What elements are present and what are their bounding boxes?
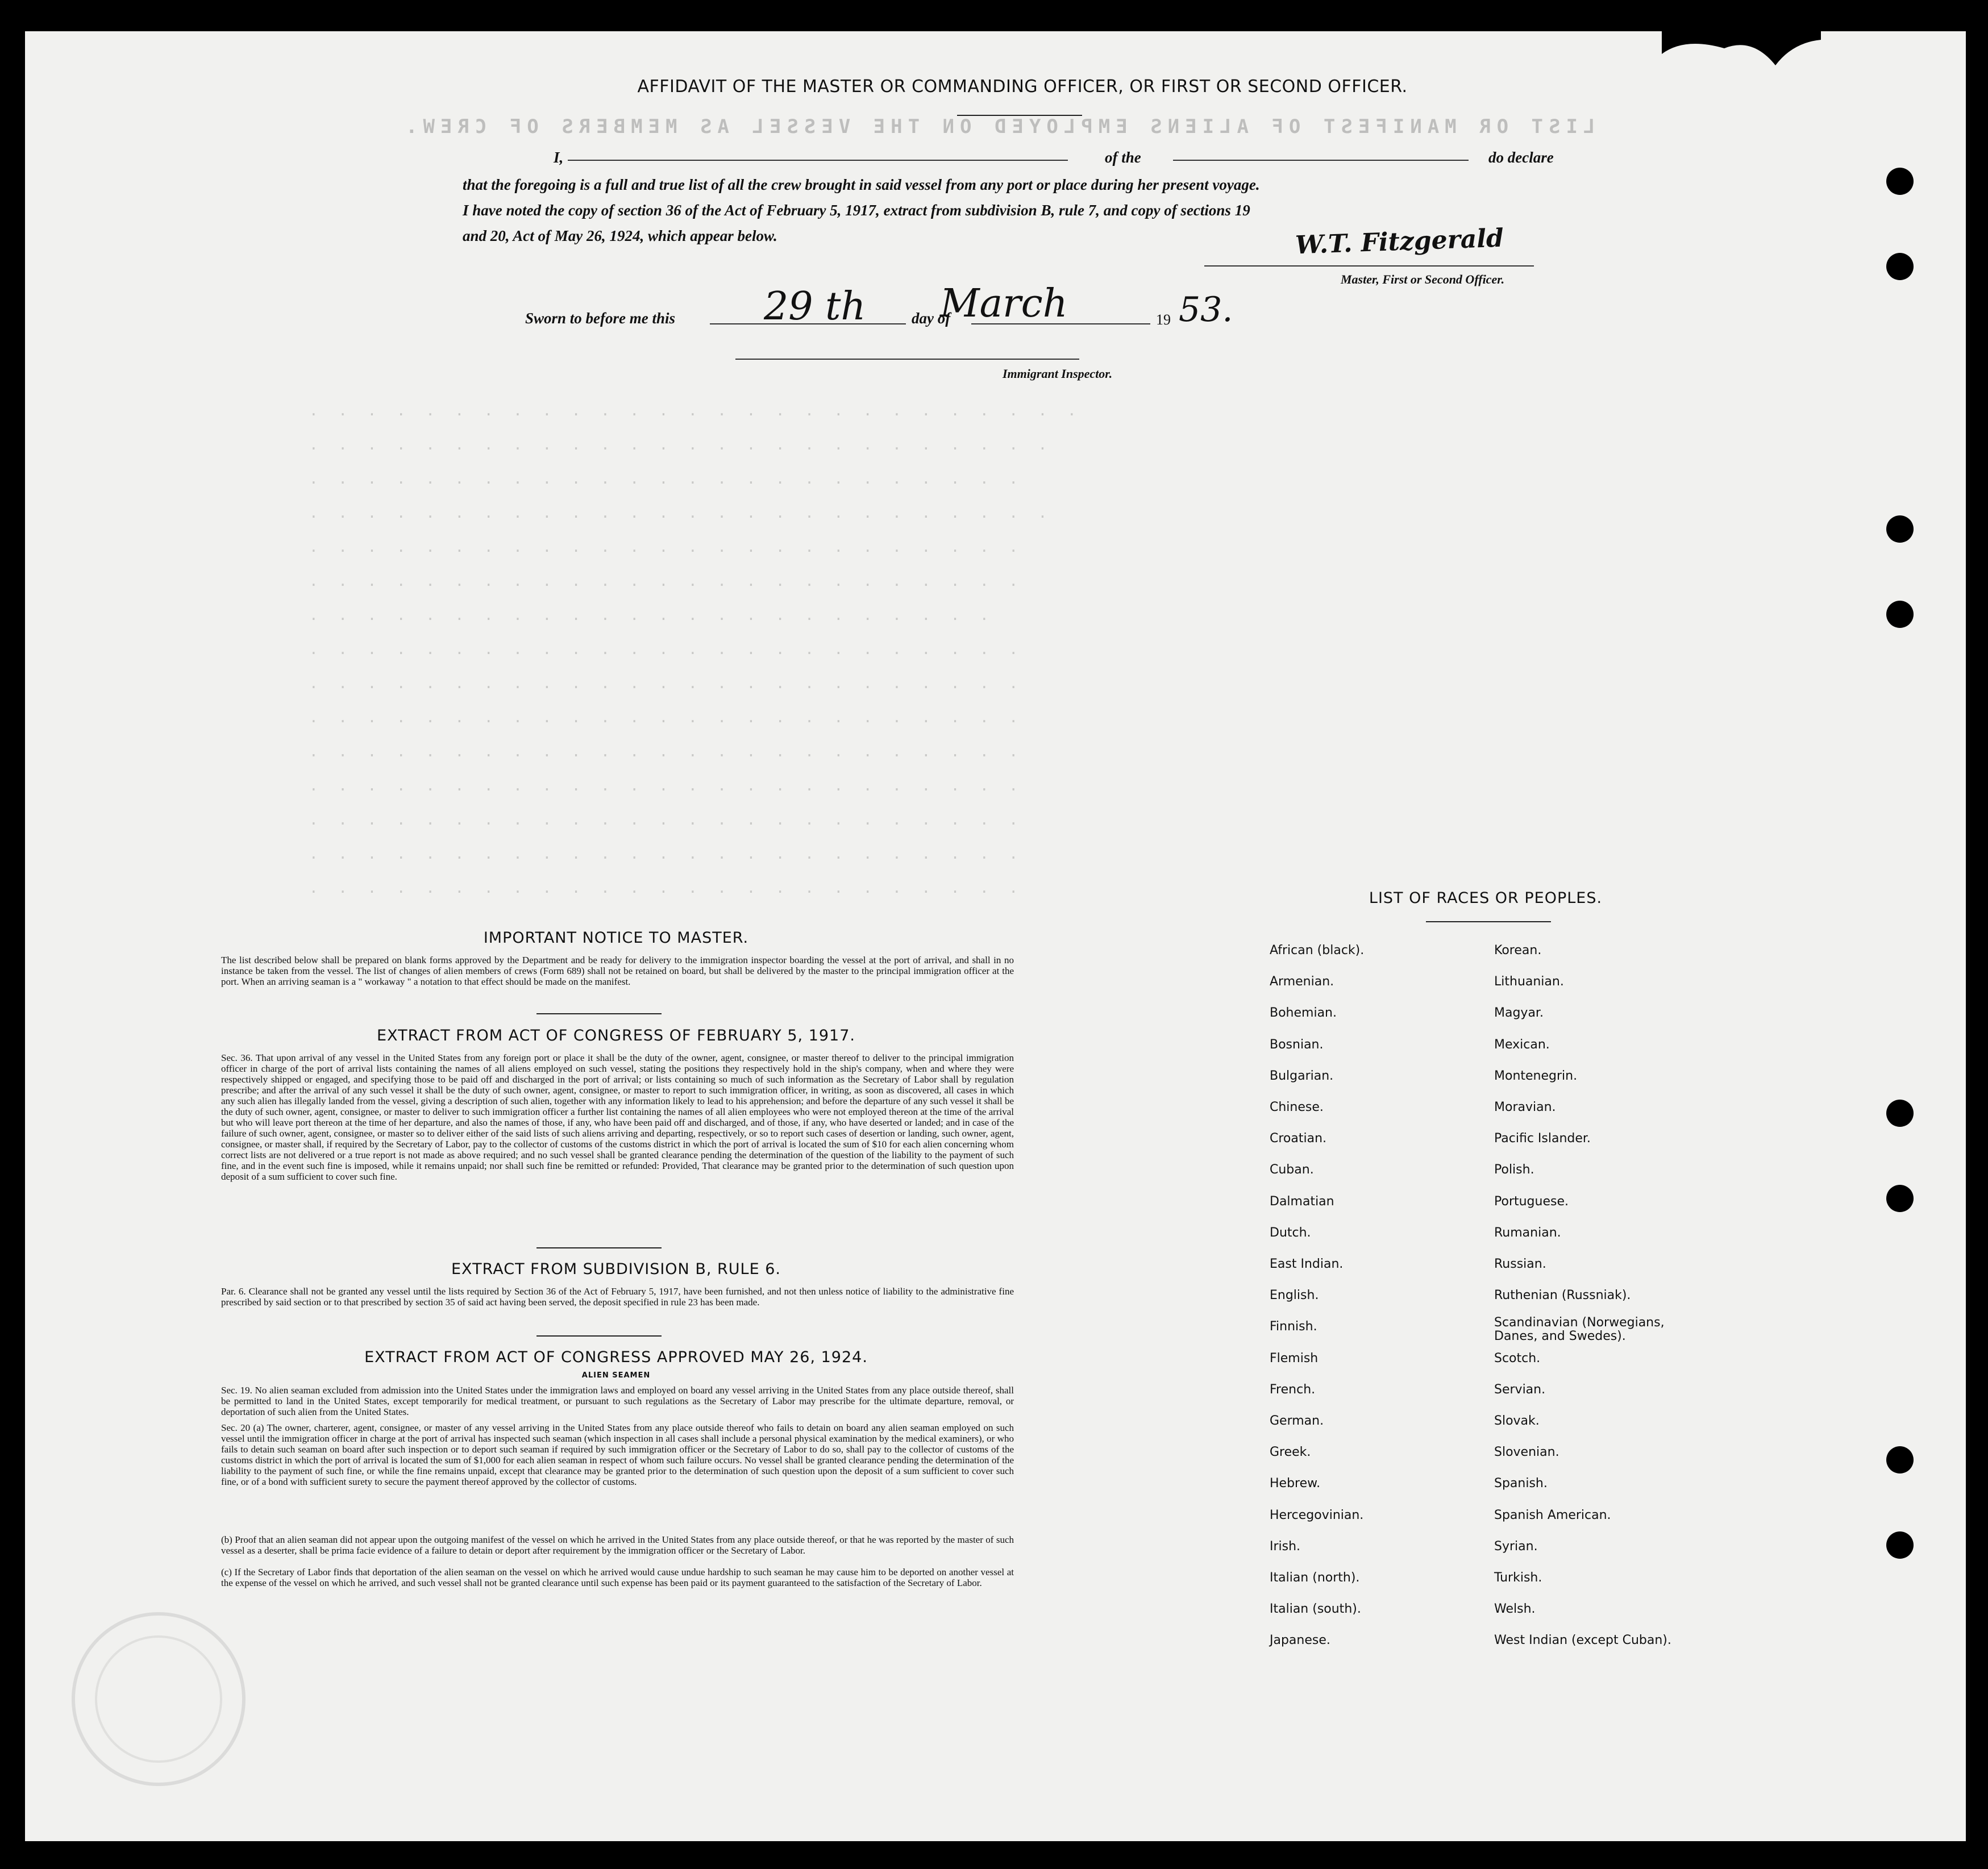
race-item: Japanese. (1270, 1633, 1330, 1648)
extract-rule6-body: Par. 6. Clearance shall not be granted any vessel until the lists required by Section 36 of the Act of February 5, 1917, have been furnished, and not then unless notice of liability to the administrative fine prescribed by said section or to that prescribed by section 35 of said act having been served, the deposit specified in rule 23 has been made. (221, 1286, 1014, 1308)
affidavit-line-1: that the foregoing is a full and true list of all the crew brought in said vessel from any port or place during her present voyage. (463, 176, 1260, 193)
race-item: Italian (north). (1270, 1571, 1360, 1585)
sworn-month: March (940, 281, 1068, 326)
affidavit-do-declare: do declare (1488, 149, 1554, 166)
name-blank-line (568, 160, 1068, 161)
race-item: Welsh. (1494, 1602, 1536, 1617)
extract-1924-sec19: Sec. 19. No alien seaman excluded from admission into the United States under the immigration laws and employed on board any vessel arriving in the United States from any place outside thereof, shall be permitted to land in the United States, except temporarily for medical treatment, or pursuant to such regulations as the Secretary of Labor may prescribe for the ultimate departure, removal, or deportation of such alien from the United States. (221, 1385, 1014, 1417)
sworn-prefix: Sworn to before me this (525, 310, 676, 327)
race-item: English. (1270, 1288, 1319, 1303)
notice-title: IMPORTANT NOTICE TO MASTER. (483, 929, 749, 947)
race-item: Italian (south). (1270, 1602, 1361, 1617)
race-item: West Indian (except Cuban). (1494, 1633, 1671, 1648)
race-item: Servian. (1494, 1382, 1546, 1397)
race-item: Spanish American. (1494, 1508, 1611, 1522)
race-item: Dutch. (1270, 1225, 1311, 1240)
vessel-blank-line (1173, 160, 1469, 161)
embossed-seal (65, 1605, 252, 1793)
race-item: Turkish. (1494, 1571, 1542, 1585)
affidavit-i-label: I, (554, 149, 564, 166)
race-item: Slovenian. (1494, 1445, 1559, 1460)
race-item: Greek. (1270, 1445, 1311, 1460)
races-title: LIST OF RACES OR PEOPLES. (1369, 889, 1603, 907)
race-item: Cuban. (1270, 1163, 1314, 1177)
extract-1917-body: Sec. 36. That upon arrival of any vessel in the United States from any foreign port or place it shall be the duty of the owner, agent, consignee, or master thereof to deliver to the principal immigration officer in charge of the port of arrival lists containing the names of all aliens employed on such vessel, stating the positions they respectively hold in the ship's company, when and where they were respectively shipped or engaged, and specifying those to be paid off and discharged in the port of arrival; or lists containing so much of such information as the Secretary of Labor shall by regulation prescribe; and after the arrival of any such vessel it shall be the duty of such owner, agent, consignee, or master to report to such immigration officer, in writing, as soon as discovered, all cases in which any such alien has illegally landed from the vessel, giving a description of such alien, together with any information likely to lead to his apprehension; and before the departure of any such vessel it shall be the duty of such owner, agent, consignee, or master to deliver to such immigration officer a further list containing the names of all alien employees who were not employed thereon at the time of the arrival but who will leave port thereon at the time of her departure, and also the names of those, if any, who have been paid off and discharged, and of those, if any, who have deserted or landed; and in case of the failure of such owner, agent, consignee, or master so to deliver either of the said lists of such aliens arriving and departing, respectively, or so to report such cases of desertion or landing, such owner, agent, consignee, or master shall, if required by the Secretary of Labor, pay to the collector of customs of the customs district in which the port of arrival is located the sum of $10 for each alien concerning whom correct lists are not delivered or a true report is not made as above required; and no such vessel shall be granted clearance pending the determination of the question of the liability to the payment of such fine, and in the event such fine is imposed, while it remains unpaid; nor shall such fine be remitted or refunded: Provided, That clearance may be granted prior to the determination of such question upon deposit of a sum sufficient to cover such fine. (221, 1052, 1014, 1182)
race-item: Syrian. (1494, 1539, 1538, 1554)
race-item: Russian. (1494, 1257, 1546, 1271)
affidavit-line-2: I have noted the copy of section 36 of the Act of February 5, 1917, extract from subdivision B, rule 7, and copy of sections 19 (463, 202, 1250, 219)
master-signature-line (1204, 265, 1534, 267)
notice-body: The list described below shall be prepared on blank forms approved by the Department and be ready for delivery to the immigration inspector boarding the vessel at the port of arrival, and shall in no instance be taken from the vessel. The list of changes of alien members of crews (Form 689) shall not be retained on board, but shall be delivered by the master to the principal immigration officer at the port. When an arriving seaman is a " workaway " a notation to that effect should be made on the manifest. (221, 955, 1014, 987)
race-item: Rumanian. (1494, 1225, 1561, 1240)
race-item: Spanish. (1494, 1476, 1548, 1491)
extract-1917-rule (536, 1247, 662, 1248)
race-item: Pacific Islander. (1494, 1131, 1591, 1146)
inspector-signature-line (735, 359, 1079, 360)
affidavit-of-the: of the (1105, 149, 1141, 166)
race-item: Irish. (1270, 1539, 1301, 1554)
race-item: Chinese. (1270, 1100, 1324, 1114)
extract-1924-sec20b: (b) Proof that an alien seaman did not appear upon the outgoing manifest of the vessel on which he arrived in the United States from any place outside thereof, or that he was reported by the master of such vessel as a deserter, shall be prima facie evidence of a failure to detain or deport after requirement by the immigration officer or the Secretary of Labor. (221, 1534, 1014, 1556)
races-rule (1426, 921, 1551, 922)
race-item: East Indian. (1270, 1257, 1344, 1271)
document-page: LIST OR MANIFEST OF ALIENS EMPLOYED ON THE VESSEL AS MEMBERS OF CREW. · · · · · · · · · · · · · · · · · · · · · · · · · · · · · · · · · · · · · · · · · · · · · · · · · · · · · · · · · · · · · · · · · · · · · · · · · · · · · · · · · · · · · · · · · · · · · · · · · · · · · · · · · · · · · · · · · · · · · · · · · · · · · · · · · · · · · · · · · · · · · · · · · · · · · · · · · · · · · · · · · · · · · · · · · · · · · · · · · · · · · · · · · · · · · · · · · · · · · · · · · · · · · · · · · · · · · · · · · · · · · · · · · · · · · · · · · · · · · · · · · · · · · · · · · · · · · · · · · · · · · · · · · · · · · · · · · · · · · · · · · · · · · · · · · · · · · · · · · · · · · · · · · · · · · · · · · · · · · · · · · · · · · · · · · · · · · · · · · · · · · · · · · · · · · · · · · · · · · · · · · · · · · · · · · · · · · · · · · · AFFIDAVIT OF THE MASTER OR COMMANDING OFFICER, OR FIRST OR SECOND OFFICER. I, of the do declare that the foregoing is a full and true list of all the crew brought in said vessel from any port or place during her present voyage. I have noted the copy of section 36 of the Act of February 5, 1917, extract from subdivision B, rule 7, and copy of sections 19 and 20, Act of May 26, 1924, which appear below. W.T. Fitzgerald Master, First or Second Officer. Sworn to before me this 29 th day of March 19 53. Immigrant Inspector. IMPORTANT NOTICE TO MASTER. The list described below shall be prepared on blank forms approved by the Department and be ready for delivery to the immigration inspector boarding the vessel at the port of arrival, and shall in no instance be taken from the vessel. The list of changes of alien members of crews (Form 689) shall not be retained on board, but shall be delivered by the master to the principal immigration officer at the port. When an arriving seaman is a " workaway " a notation to that effect should be made on the manifest. EXTRACT FROM ACT OF CONGRESS OF FEBRUARY 5, 1917. Sec. 36. That upon arrival of any vessel in the United States from any foreign port or place it shall be the duty of the owner, agent, consignee, or master thereof to deliver to the principal immigration officer in charge of the port of arrival lists containing the names of all aliens employed on such vessel, stating the positions they respectively hold in the ship's company, when and where they were respectively shipped or engaged, and specifying those to be paid off and discharged in the port of arrival; or lists containing so much of such information as the Secretary of Labor shall by regulation prescribe; and after the arrival of any such vessel it shall be the duty of such owner, agent, consignee, or master to report to such immigration officer, in writing, as soon as discovered, all cases in which any such alien has illegally landed from the vessel, giving a description of such alien, together with any information likely to lead to his apprehension; and before the departure of any such vessel it shall be the duty of such owner, agent, consignee, or master to deliver to such immigration officer a further list containing the names of all alien employees who were not employed thereon at the time of the arrival but who will leave port thereon at the time of her departure, and also the names of those, if any, who have been paid off and discharged, and of those, if any, who have deserted or landed; and in case of the failure of such owner, agent, consignee, or master so to deliver either of the said lists of such aliens arriving and departing, respectively, or so to report such cases of desertion or landing, such owner, agent, consignee, or master shall, if required by the Secretary of Labor, pay to the collector of customs of the customs district in which the port of arrival is located the sum of $10 for each alien concerning whom correct lists are not delivered or a true report is not made as above required; and no such vessel shall be granted clearance pending the determination of the question of the liability to the payment of such fine, and in the event such fine is imposed, while it remains unpaid; nor shall such fine be remitted or refunded: Provided, That clearance may be granted prior to the determination of such question upon deposit of a sum sufficient to cover such fine. EXTRACT FROM SUBDIVISION B, RULE 6. Par. 6. Clearance shall not be granted any vessel until the lists required by Section 36 of the Act of February 5, 1917, have been furnished, and not then unless notice of liability to the administrative fine prescribed by said section or to that prescribed by section 35 of said act having been served, the deposit specified in rule 23 has been made. EXTRACT FROM ACT OF CONGRESS APPROVED MAY 26, 1924. ALIEN SEAMEN Sec. 19. No alien seaman excluded from admission into the United States under the immigration laws and employed on board any vessel arriving in the United States from any place outside thereof, shall be permitted to land in the United States, except temporarily for medical treatment, or pursuant to such regulations as the Secretary of Labor may prescribe for the ultimate departure, removal, or deportation of such alien from the United States. Sec. 20 (a) The owner, charterer, agent, consignee, or master of any vessel arriving in the United States from any place outside thereof who fails to detain on board any alien seaman employed on such vessel until the immigration officer in charge at the port of arrival has inspected such seaman (which inspection in all cases shall include a personal physical examination by the medical examiners), or who fails to detain such seaman on board after such inspection or to deport such seaman if required by such immigration officer or the Secretary of Labor to do so, shall pay to the collector of customs of the customs district in which the port of arrival is located the sum of $1,000 for each alien seaman in respect of whom such failure occurs. No vessel shall be granted clearance pending the determination of the liability to the payment of such fine, or while the fine remains unpaid, except that clearance may be granted prior to the determination of such question upon the deposit of a sum sufficient to cover such fine, or of a bond with sufficient surety to secure the payment thereof approved by the collector of customs. (b) Proof that an alien seaman did not appear upon the outgoing manifest of the vessel on which he arrived in the United States from any place outside thereof, or that he was reported by the master of such vessel as a deserter, shall be prima facie evidence of a failure to detain or deport after requirement by the immigration officer or the Secretary of Labor. (c) If the Secretary of Labor finds that deportation of the alien seaman on the vessel on which he arrived would cause undue hardship to such seaman he may cause him to be deported on another vessel at the expense of the vessel on which he arrived, and such vessel shall not be granted clearance until such expense has been paid or its payment guaranteed to the satisfaction of the Secretary of Labor. LIST OF RACES OR PEOPLES. African (black). Armenian. Bohemian. Bosnian. Bulgarian. Chinese. Croatian. Cuban. Dalmatian Dutch. East Indian. English. Finnish. Flemish French. German. Greek. Hebrew. Hercegovinian. Irish. Italian (north). Italian (south). Japanese. Korean. Lithuanian. Magyar. Mexican. Montenegrin. Moravian. Pacific Islander. Polish. Portuguese. Rumanian. Russian. Ruthenian (Russniak). Scandinavian (Norwegians, Danes, and Swedes). Scotch. Servian. Slovak. Slovenian. Spanish. Spanish American. Syrian. Turkish. Welsh. West Indian (except Cuban). (25, 31, 1966, 1841)
master-caption: Master, First or Second Officer. (1341, 272, 1505, 286)
extract-1924-sec20c: (c) If the Secretary of Labor finds that deportation of the alien seaman on the vessel on which he arrived would cause undue hardship to such seaman he may cause him to be deported on another vessel at the expense of the vessel on which he arrived, and such vessel shall not be granted clearance until such expense has been paid or its payment guaranteed to the satisfaction of the Secretary of Labor. (221, 1567, 1014, 1588)
day-of-label: day of (912, 310, 951, 327)
race-item: Lithuanian. (1494, 975, 1564, 989)
extract-rule6-rule (536, 1335, 662, 1337)
race-item: African (black). (1270, 943, 1365, 958)
extract-1917-title: EXTRACT FROM ACT OF CONGRESS OF FEBRUARY 5, 1917. (377, 1027, 855, 1044)
race-item: German. (1270, 1414, 1324, 1428)
race-item: Hercegovinian. (1270, 1508, 1364, 1522)
torn-corner-shape (1662, 31, 1821, 94)
race-item: Magyar. (1494, 1006, 1544, 1021)
race-item: Portuguese. (1494, 1194, 1569, 1209)
affidavit-title: AFFIDAVIT OF THE MASTER OR COMMANDING OFFICER, OR FIRST OR SECOND OFFICER. (637, 77, 1408, 97)
race-item: Moravian. (1494, 1100, 1556, 1114)
extract-1924-title: EXTRACT FROM ACT OF CONGRESS APPROVED MAY 26, 1924. (364, 1348, 868, 1366)
race-item: Armenian. (1270, 975, 1334, 989)
race-item: Finnish. (1270, 1319, 1317, 1334)
inspector-caption: Immigrant Inspector. (1003, 367, 1113, 381)
title-rule (957, 115, 1082, 116)
race-item: Bosnian. (1270, 1037, 1324, 1052)
master-signature: W.T. Fitzgerald (1295, 223, 1504, 260)
race-item: Bulgarian. (1270, 1068, 1334, 1083)
race-item: Mexican. (1494, 1037, 1550, 1052)
race-item: Polish. (1494, 1163, 1534, 1177)
extract-1924-sec20a: Sec. 20 (a) The owner, charterer, agent, consignee, or master of any vessel arriving in the United States from any place outside thereof who fails to detain on board any alien seaman employed on such vessel until the immigration officer in charge at the port of arrival has inspected such seaman (which inspection in all cases shall include a personal physical examination by the medical examiners), or who fails to detain such seaman on board after such inspection or to deport such seaman if required by such immigration officer or the Secretary of Labor to do so, shall pay to the collector of customs of the customs district in which the port of arrival is located the sum of $1,000 for each alien seaman in respect of whom such failure occurs. No vessel shall be granted clearance pending the determination of the liability to the payment of such fine, or while the fine remains unpaid, except that clearance may be granted prior to the determination of such question upon the deposit of a sum sufficient to cover such fine, or of a bond with sufficient surety to secure the payment thereof approved by the collector of customs. (221, 1422, 1014, 1487)
race-item: Slovak. (1494, 1414, 1540, 1428)
race-item: Scotch. (1494, 1351, 1541, 1366)
race-item: Dalmatian (1270, 1194, 1334, 1209)
race-item: Montenegrin. (1494, 1068, 1578, 1083)
race-item: Flemish (1270, 1351, 1319, 1366)
race-item: French. (1270, 1382, 1316, 1397)
race-item: Croatian. (1270, 1131, 1327, 1146)
race-item: Scandinavian (Norwegians, Danes, and Swedes). (1494, 1316, 1665, 1344)
affidavit-line-3: and 20, Act of May 26, 1924, which appear below. (463, 227, 777, 244)
race-item: Hebrew. (1270, 1476, 1321, 1491)
extract-1924-subtitle: ALIEN SEAMEN (581, 1371, 651, 1380)
bleed-through-title: LIST OR MANIFEST OF ALIENS EMPLOYED ON THE VESSEL AS MEMBERS OF CREW. (400, 115, 1595, 138)
notice-rule (536, 1013, 662, 1014)
year-suffix: 53. (1179, 290, 1233, 330)
sworn-day: 29 th (764, 284, 866, 329)
race-item: Bohemian. (1270, 1006, 1337, 1021)
extract-rule6-title: EXTRACT FROM SUBDIVISION B, RULE 6. (451, 1260, 781, 1278)
race-item: Korean. (1494, 943, 1542, 958)
race-item: Ruthenian (Russniak). (1494, 1288, 1631, 1303)
year-prefix: 19 (1156, 311, 1171, 328)
